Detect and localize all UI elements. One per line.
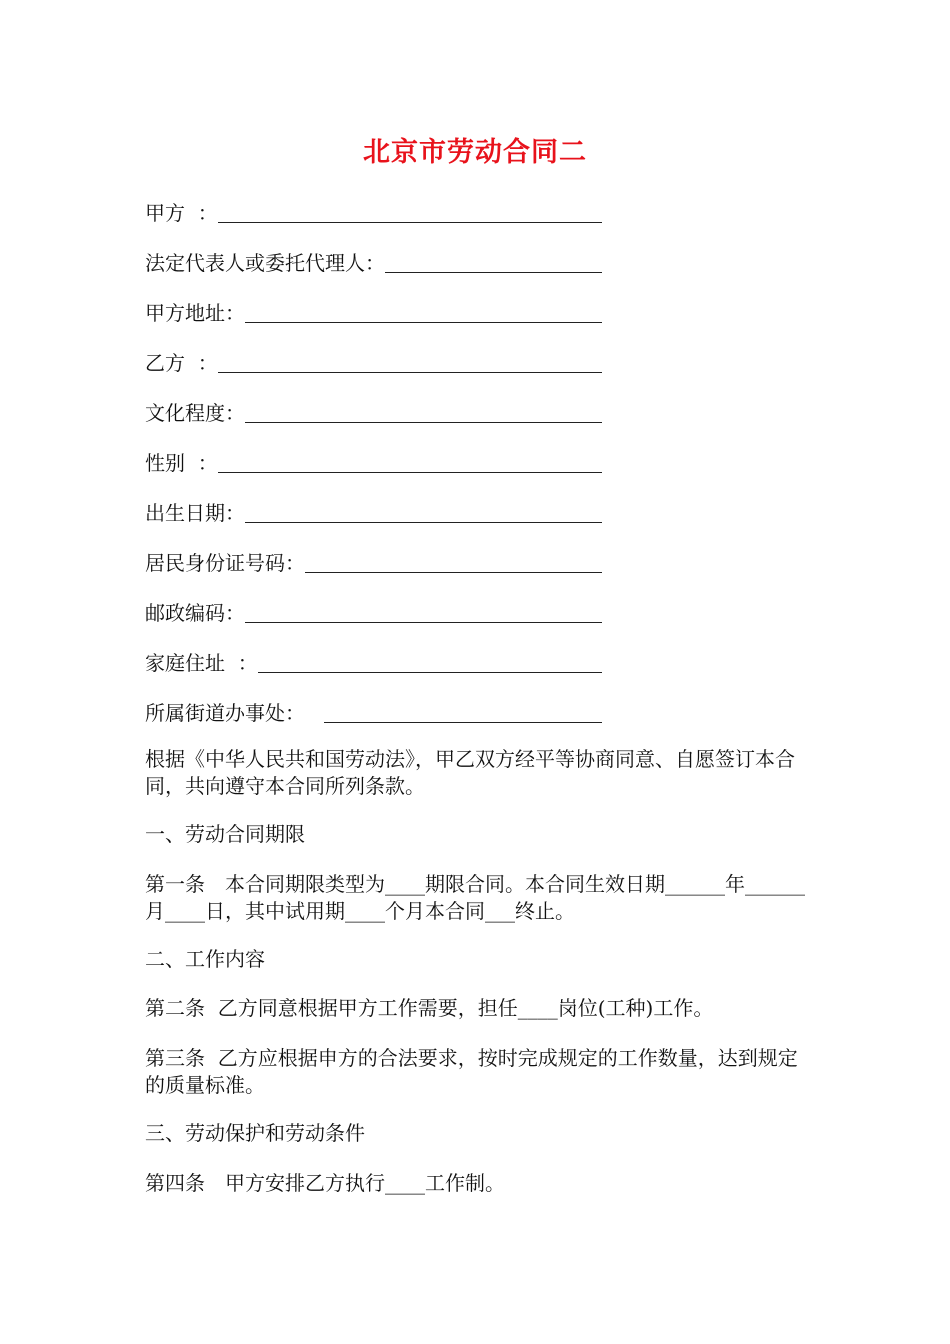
blank-line (245, 602, 602, 623)
article-1-paragraph: 第一条 本合同期限类型为____期限合同。本合同生效日期______年______月____日，其中试用期____个月本合同___终止。 (145, 872, 805, 923)
section-heading-work: 二、工作内容 (145, 947, 265, 971)
article-4-paragraph: 第四条 甲方安排乙方执行____工作制。 (145, 1171, 505, 1195)
field-party-a-address (145, 296, 602, 326)
field-label: 甲方地址： (145, 301, 245, 325)
field-postal-code (145, 596, 602, 626)
field-label: 法定代表人或委托代理人： (145, 251, 385, 275)
blank-line (218, 352, 602, 373)
field-party-b (145, 346, 602, 376)
blank-line (245, 302, 602, 323)
field-label: 家庭住址 ： (145, 651, 258, 675)
blank-line (245, 402, 602, 423)
field-label: 邮政编码： (145, 601, 245, 625)
field-label: 所属街道办事处： (145, 701, 325, 725)
field-education (145, 396, 602, 426)
article-2-paragraph: 第二条 乙方同意根据甲方工作需要，担任____岗位(工种)工作。 (145, 996, 714, 1020)
section-heading-protection: 三、劳动保护和劳动条件 (145, 1121, 365, 1145)
blank-line (218, 452, 602, 473)
field-label: 乙方 ： (145, 351, 218, 375)
blank-line (258, 652, 602, 673)
preamble-paragraph: 根据《中华人民共和国劳动法》，甲乙双方经平等协商同意、自愿签订本合同，共向遵守本合同所列条款。 (145, 747, 795, 798)
article-3-paragraph: 第三条 乙方应根据申方的合法要求，按时完成规定的工作数量，达到规定的质量标准。 (145, 1046, 798, 1097)
blank-line (218, 202, 602, 223)
blank-line (305, 552, 602, 573)
field-legal-representative (145, 246, 602, 276)
blank-line (385, 252, 602, 273)
field-label: 甲方 ： (145, 201, 218, 225)
field-label: 文化程度： (145, 401, 245, 425)
field-gender (145, 446, 602, 476)
field-home-address (145, 646, 602, 676)
field-label: 性别 ： (145, 451, 218, 475)
field-id-number (145, 546, 602, 576)
section-heading-term: 一、劳动合同期限 (145, 822, 305, 846)
blank-line (245, 502, 602, 523)
field-party-a (145, 196, 602, 226)
field-label: 居民身份证号码： (145, 551, 305, 575)
field-birth-date (145, 496, 602, 526)
field-street-office (145, 696, 602, 726)
document-title: 北京市劳动合同二 (363, 137, 587, 168)
blank-line (324, 702, 602, 723)
field-label: 出生日期： (145, 501, 245, 525)
